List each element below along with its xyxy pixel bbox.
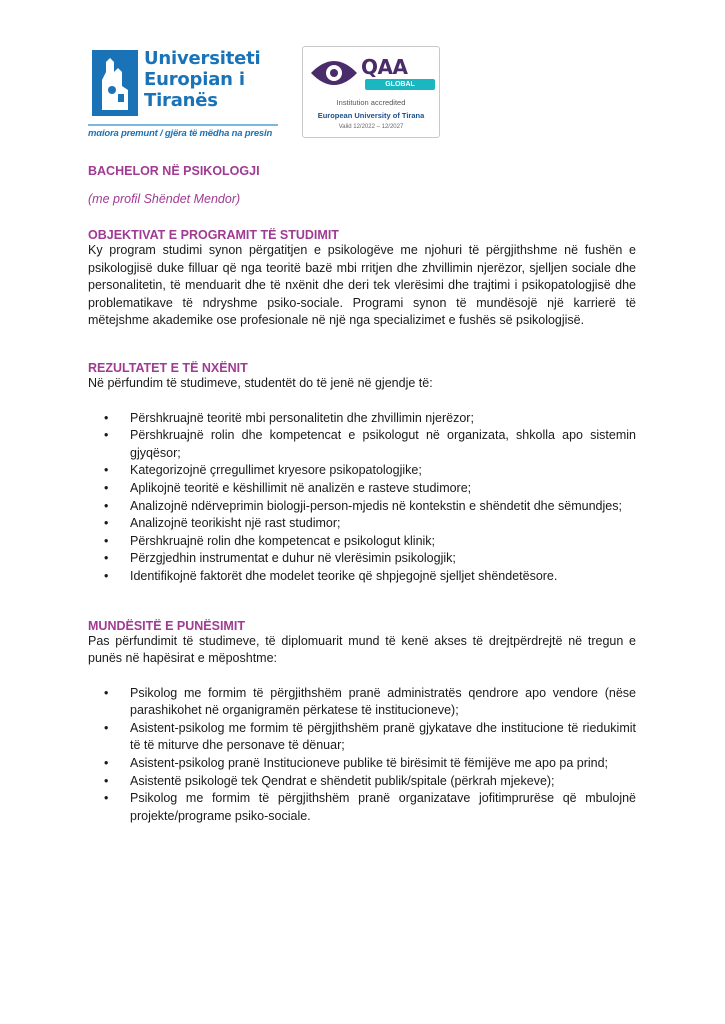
outcomes-heading: REZULTATET E TË NXËNIT [88,360,248,375]
list-item-text: Asistent-psikolog me formim të përgjithshëm pranë gjykatave dhe institucione të riedukimit të të miturve dhe personave të dënuar; [130,720,636,753]
bullet-icon: • [104,498,109,513]
bullet-icon: • [104,551,109,566]
employment-heading: MUNDËSITË E PUNËSIMIT [88,618,245,633]
list-item-text: Asistent-psikolog pranë Institucioneve publike të birësimit të fëmijëve me apo pa prind; [130,756,609,771]
qaa-eye-icon [309,53,359,98]
university-name-line: Europian i [144,69,245,90]
list-item [88,790,636,825]
university-name-line: Tiranës [144,90,218,111]
list-item-text: Kategorizojnë çrregullimet kryesore psikopatologjike; [130,463,422,478]
qaa-university-text: European University of Tirana [317,111,425,120]
bullet-icon: • [104,533,109,548]
bullet-icon: • [104,568,109,583]
objectives-heading: OBJEKTIVAT E PROGRAMIT TË STUDIMIT [88,228,339,242]
employment-list [88,685,636,826]
bullet-icon: • [104,463,109,478]
document-body [88,164,636,825]
bullet-icon: • [104,773,109,788]
university-name-line: Universiteti [144,48,261,69]
qaa-accreditation-badge [302,46,440,138]
bullet-icon: • [104,720,109,735]
outcomes-intro: Në përfundim të studimeve, studentët do të jenë në gjendje të: [88,375,433,390]
list-item-text: Psikolog me formim të përgjithshëm pranë administratës qendrore apo vendore (nëse parashikohet në organigramën përkatese të institucioneve); [130,685,636,718]
list-item [88,773,636,791]
university-motto: mαiora premunt / gjëra të mëdha na presin [88,128,273,139]
page-header [88,44,448,142]
list-item-text: Psikolog me formim të përgjithshëm pranë organizatave jofitimprurëse që mbulojnë projekte/programe psiko-sociale. [130,791,636,823]
list-item [88,550,636,568]
bullet-icon: • [104,428,109,443]
list-item [88,533,636,551]
list-item-text: Përshkruajnë rolin dhe kompetencat e psikologut klinik; [130,533,436,548]
qaa-wordmark: QAA [361,55,408,79]
university-logo [88,46,278,139]
list-item [88,720,636,755]
qaa-global-tag: GLOBAL [365,79,435,90]
list-item [88,462,636,480]
list-item-text: Përzgjedhin instrumentat e duhur në vlerësimin psikologjik; [130,551,456,566]
list-item-text: Përshkruajnë teoritë mbi personalitetin dhe zhvillimin njerëzor; [130,410,474,425]
employment-intro: Pas përfundimit të studimeve, të diplomuarit mund të kenë akses të drejtpërdrejtë në tregun e punës në hapësirat e mëposhtme: [88,633,636,666]
list-item-text: Analizojnë ndërveprimin biologji-person-mjedis në kontekstin e shëndetit dhe sëmundjes; [130,498,622,513]
university-name [144,48,261,111]
page-subtitle: (me profil Shëndet Mendor) [88,192,241,206]
list-item-text: Analizojnë teorikisht një rast studimor; [130,516,341,531]
bullet-icon: • [104,756,109,771]
list-item-text: Përshkruajnë rolin dhe kompetencat e psikologut në organizata, shkolla apo sistemin gjyqësor; [130,428,636,460]
list-item [88,498,636,516]
logo-divider [88,124,278,126]
list-item [88,427,636,462]
bullet-icon: • [104,791,109,806]
university-emblem-icon [92,50,138,116]
bullet-icon: • [104,410,109,425]
qaa-valid-text: Valid 12/2022 – 12/2027 [338,124,404,130]
list-item [88,480,636,498]
list-item-text: Identifikojnë faktorët dhe modelet teorike që shpjegojnë sjelljet shëndetësore. [130,568,558,583]
list-item-text: Aplikojnë teoritë e këshillimit në analizën e rasteve studimore; [130,480,472,495]
bullet-icon: • [104,516,109,531]
bullet-icon: • [104,685,109,700]
bullet-icon: • [104,480,109,495]
list-item-text: Asistentë psikologë tek Qendrat e shëndetit publik/spitale (përkrah mjekeve); [130,773,555,788]
list-item [88,685,636,720]
list-item [88,568,636,586]
page-title: BACHELOR NË PSIKOLOGJI [88,164,260,178]
list-item [88,410,636,428]
list-item [88,755,636,773]
objectives-text: Ky program studimi synon përgatitjen e psikologëve me njohuri të përgjithshme në fushën e psikologjisë duke filluar që nga teoritë bazë mbi rritjen dhe zhvillimin njerëzor, sjelljen sociale dhe personalitetin, të menduarit dhe të nxënit dhe deri tek vlerësimi dhe trajtimi i psikopatologjisë dhe problematikave të ndryshme psiko-sociale. Programi synon të mundësojë një karrierë të mëtejshme akademike ose profesionale në një nga specializimet e fushës së psikologjisë. [88,243,636,328]
qaa-accredited-text: Institution accredited [336,98,406,107]
list-item [88,515,636,533]
outcomes-list [88,410,636,586]
